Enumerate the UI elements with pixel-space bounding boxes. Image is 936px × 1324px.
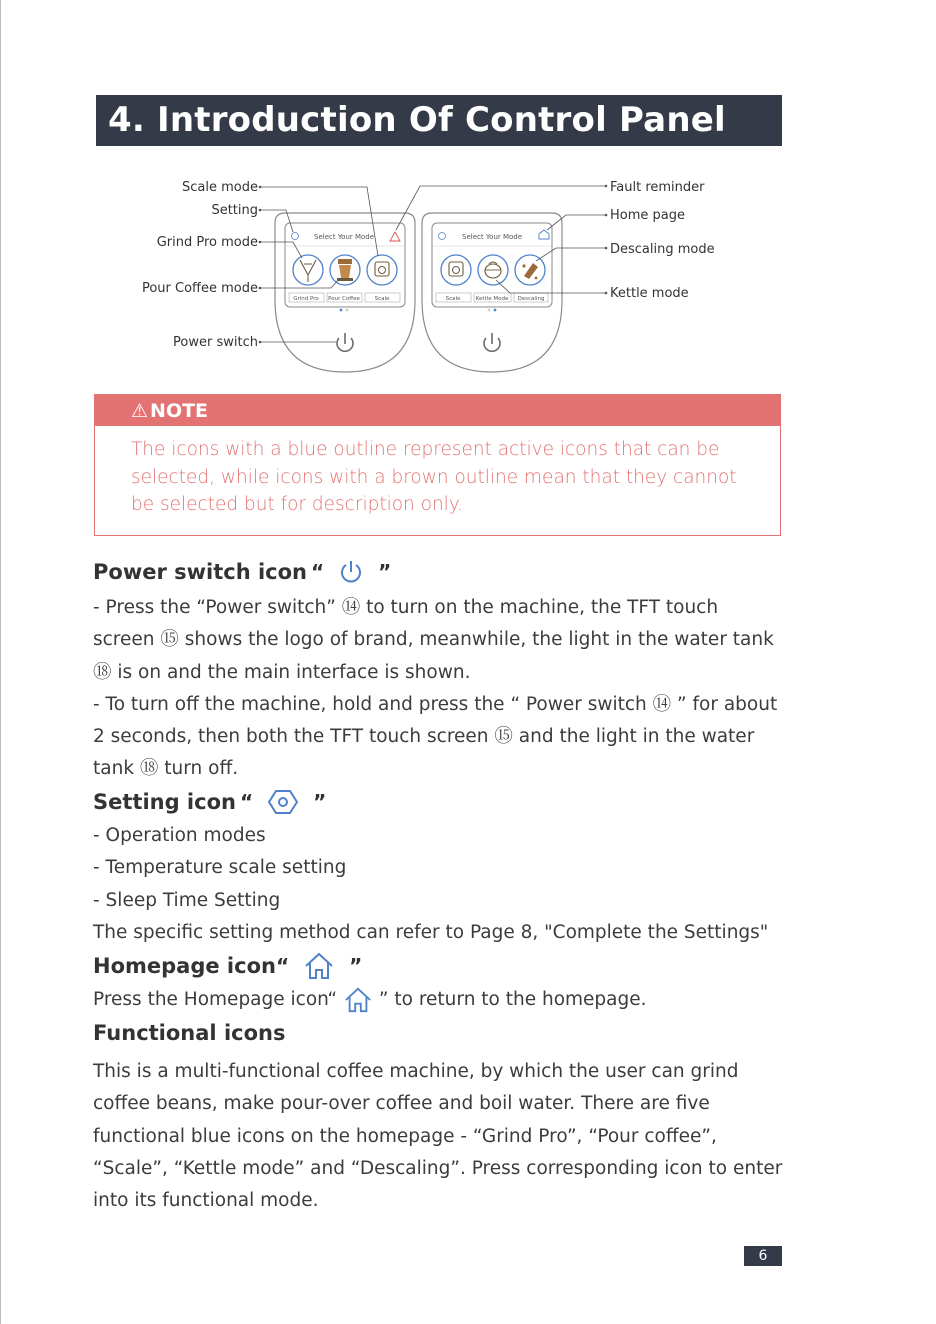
- setting-icon: [267, 788, 299, 816]
- open-quote: “: [327, 989, 338, 1010]
- setting-heading: [93, 788, 330, 816]
- label-kettle-mode: Kettle mode: [610, 286, 689, 301]
- homepage-text-after: to return to the homepage.: [388, 989, 647, 1010]
- note-heading: [95, 395, 780, 426]
- page-title: 4. Introduction Of Control Panel: [96, 95, 782, 146]
- power-switch-paragraph-1: - Press the “Power switch” ⑭ to turn on the machine, the TFT touch screen ⑮ shows the logo of brand, meanwhile, the light in the water tank ⑱ is on and the main interface is shown.: [93, 597, 774, 683]
- left-tab-scale: Scale: [374, 296, 390, 302]
- homepage-heading-text: Homepage icon: [93, 954, 276, 978]
- left-tab-pour-coffee: Pour Coffee: [328, 296, 360, 302]
- label-scale-mode: Scale mode: [182, 180, 258, 195]
- warning-icon: ⚠: [131, 400, 149, 422]
- right-tab-scale: Scale: [445, 296, 461, 302]
- left-screen-header: Select Your Mode: [314, 233, 375, 241]
- power-icon: [338, 558, 364, 586]
- open-quote: “: [275, 954, 290, 978]
- setting-line-2: - Temperature scale setting: [93, 857, 347, 879]
- functional-icons-heading-text: Functional icons: [93, 1021, 286, 1045]
- setting-line-1: - Operation modes: [93, 825, 266, 846]
- right-power-icon: [484, 333, 500, 351]
- setting-heading-text: Setting icon: [93, 790, 236, 814]
- functional-icons-paragraph: This is a multi-functional coffee machine, by which the user can grind coffee beans, make pour-over coffee and boil water. There are five functional blue icons on the homepage - “Grind Pro”, “Pour coffee”, “Scale”, “Kettle mode” and “Descaling”. Press corresponding icon to enter into its functional mode.: [93, 1061, 783, 1212]
- label-grind-pro-mode: Grind Pro mode: [156, 235, 258, 250]
- power-switch-paragraph-2: - To turn off the machine, hold and press the “ Power switch ⑭ ” for about 2 seconds, then both the TFT touch screen ⑮ and the light in the water tank ⑱ turn off.: [93, 693, 778, 780]
- label-power-switch: Power switch: [173, 335, 258, 350]
- power-switch-heading-text: Power switch icon: [93, 560, 307, 584]
- setting-line-3: - Sleep Time Setting: [93, 889, 281, 911]
- label-home-page: Home page: [610, 208, 685, 223]
- home-icon: [303, 951, 335, 981]
- note-box: [94, 394, 781, 536]
- close-quote: ”: [313, 790, 327, 814]
- label-setting: Setting: [211, 203, 258, 218]
- close-quote: ”: [349, 954, 363, 978]
- power-switch-body: [93, 592, 785, 786]
- label-pour-coffee-mode: Pour Coffee mode: [141, 281, 258, 296]
- right-tab-descaling: Descaling: [517, 296, 545, 302]
- right-screen-header: Select Your Mode: [462, 233, 523, 241]
- note-text: The icons with a blue outline represent active icons that can be selected, while icons with a brown outline mean that they cannot be selected but for description only.: [131, 439, 737, 515]
- open-quote: “: [239, 790, 254, 814]
- page-number: 6: [744, 1246, 782, 1266]
- functional-icons-heading: [93, 1021, 285, 1045]
- control-panel-diagram: [0, 160, 936, 390]
- label-fault-reminder: Fault reminder: [610, 180, 705, 195]
- functional-icons-body: [93, 1056, 785, 1217]
- close-quote: ”: [378, 989, 389, 1010]
- setting-line-4: The specific setting method can refer to Page 8, "Complete the Settings": [93, 921, 769, 943]
- homepage-text-before: Press the Homepage icon: [93, 989, 328, 1010]
- right-tab-kettle-mode: Kettle Mode: [475, 296, 509, 302]
- open-quote: “: [311, 560, 325, 584]
- homepage-body: [93, 984, 785, 1016]
- note-heading-text: NOTE: [150, 400, 209, 422]
- label-descaling-mode: Descaling mode: [610, 242, 715, 257]
- homepage-heading: [93, 951, 366, 981]
- close-quote: ”: [378, 560, 392, 584]
- setting-body: [93, 820, 785, 949]
- home-icon-inline: [343, 986, 373, 1014]
- power-switch-heading: [93, 558, 395, 586]
- left-power-icon: [337, 333, 353, 351]
- left-tab-grind-pro: Grind Pro: [293, 296, 319, 302]
